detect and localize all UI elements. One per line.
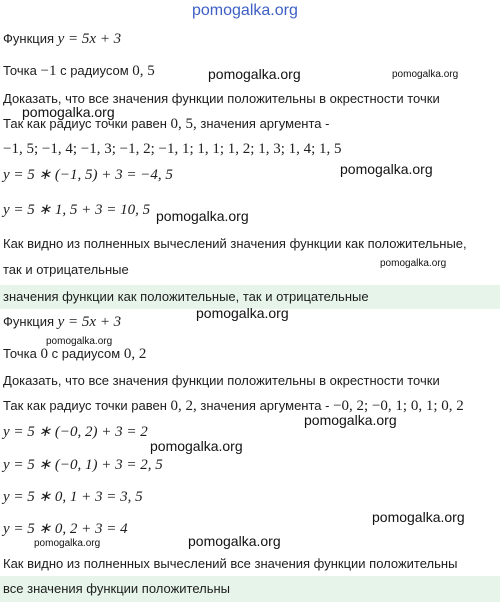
watermark: pomogalka.org	[392, 69, 459, 80]
watermark: pomogalka.org	[372, 509, 465, 525]
b2-calc-2: y = 5 ∗ (−0, 1) + 3 = 2, 5	[3, 457, 163, 473]
b2-calc-4: y = 5 ∗ 0, 2 + 3 = 4	[3, 521, 128, 537]
b1-since-value: 0, 5,	[170, 116, 197, 132]
b2-since-value: 0, 2,	[170, 398, 197, 414]
b2-point-label: Точка	[3, 346, 37, 361]
b1-function-line	[3, 31, 121, 47]
b2-conclusion: Как видно из полненных вычеслений все значения функции положительны	[3, 556, 458, 571]
b2-since-tail: значения аргумента -	[200, 398, 330, 413]
b1-point-line	[3, 63, 155, 79]
b2-function-line	[3, 314, 121, 330]
watermark: pomogalka.org	[34, 538, 101, 549]
b2-function-expr: y = 5x + 3	[57, 314, 122, 330]
watermark: pomogalka.org	[188, 533, 281, 549]
watermark: pomogalka.org	[46, 336, 113, 347]
site-watermark: pomogalka.org	[192, 2, 298, 19]
b2-radius-label: с радиусом	[51, 346, 121, 361]
b2-point-line	[3, 346, 146, 362]
b1-calc-2: y = 5 ∗ 1, 5 + 3 = 10, 5	[3, 202, 151, 218]
watermark: pomogalka.org	[22, 104, 115, 120]
b2-function-label: Функция	[3, 314, 54, 329]
b1-radius-label: с радиусом	[60, 63, 129, 78]
b1-since-tail: значения аргумента -	[200, 116, 330, 131]
watermark: pomogalka.org	[340, 161, 433, 177]
b1-radius-value: 0, 5	[132, 63, 155, 79]
b1-task: Доказать, что все значения функции положительны в окрестности точки	[3, 91, 440, 106]
b2-point-value: 0	[40, 346, 48, 362]
b2-task: Доказать, что все значения функции положительны в окрестности точки	[3, 373, 440, 388]
b2-radius-value: 0, 2	[123, 346, 147, 362]
b2-calc-3: y = 5 ∗ 0, 1 + 3 = 3, 5	[3, 489, 143, 505]
b2-calc-1: y = 5 ∗ (−0, 2) + 3 = 2	[3, 424, 148, 440]
b1-function-expr: y = 5x + 3	[57, 31, 122, 47]
b1-calc-1: y = 5 ∗ (−1, 5) + 3 = −4, 5	[3, 167, 173, 183]
watermark: pomogalka.org	[208, 66, 301, 82]
watermark: pomogalka.org	[196, 305, 289, 321]
b1-answer: значения функции как положительные, так и отрицательные	[3, 289, 369, 304]
b1-arguments: −1, 5; −1, 4; −1, 3; −1, 2; −1, 1; 1, 1; 1, 2; 1, 3; 1, 4; 1, 5	[3, 141, 342, 157]
b2-since-text: Так как радиус точки равен	[3, 398, 167, 413]
watermark: pomogalka.org	[380, 258, 447, 269]
watermark: pomogalka.org	[304, 412, 397, 428]
watermark: pomogalka.org	[156, 208, 249, 224]
b1-point-label: Точка	[3, 63, 37, 78]
b1-since-text: Так как радиус точки равен	[3, 116, 167, 131]
b2-answer: все значения функции положительны	[3, 581, 231, 596]
watermark: pomogalka.org	[150, 438, 243, 454]
b1-conclusion-1: Как видно из полненных вычеслений значения функции как положительные,	[3, 236, 467, 251]
b1-conclusion-2: так и отрицательные	[3, 262, 129, 277]
b2-arguments: −0, 2; −0, 1; 0, 1; 0, 2	[333, 398, 464, 414]
b1-point-value: −1	[40, 63, 57, 79]
b1-function-label: Функция	[3, 31, 54, 46]
